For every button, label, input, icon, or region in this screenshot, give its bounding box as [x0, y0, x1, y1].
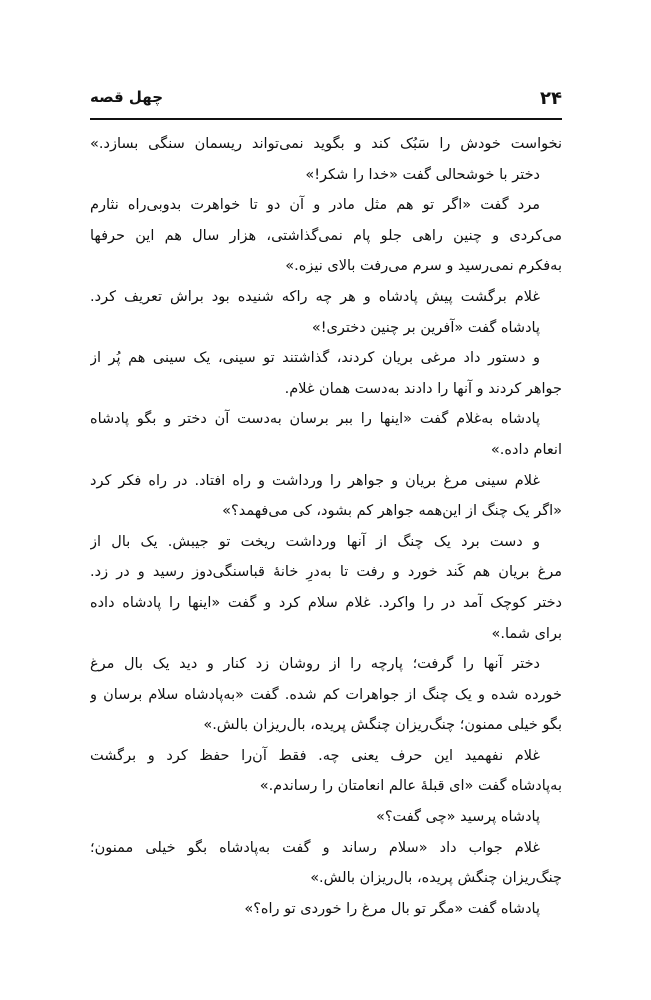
text-line: انعام داده.»: [490, 441, 562, 458]
text-line: برای شما.»: [491, 625, 562, 642]
story-text: [90, 129, 562, 924]
text-line: نخواست خودش را سَبُک کند و بگوید نمی‌تواند ریسمان سنگی بسازد.»: [90, 136, 562, 152]
text-line: غلام جواب داد «سلام رساند و گفت به‌پادشاه بگو خیلی ممنون؛: [90, 839, 540, 856]
text-line: دختر کوچک آمد در را واکرد. غلام سلام کرد و گفت «اینها را پادشاه داده: [90, 594, 562, 611]
text-line: جواهر کردند و آنها را دادند به‌دست همان غلام.: [284, 380, 562, 397]
text-line: به‌پادشاه گفت «ای قبلهٔ عالم انعامتان را رساندم.»: [259, 778, 562, 795]
text-line: مرغ بریان هم کَند خورد و رفت تا به‌درِ خانهٔ قباسنگی‌دوز رسید و در زد.: [90, 564, 562, 581]
page-number: ۲۴: [540, 88, 562, 109]
text-line: غلام برگشت پیش پادشاه و هر چه راکه شنیده بود براش تعریف کرد.: [90, 288, 540, 305]
running-title: چهل قصه: [90, 88, 164, 106]
text-line: دختر با خوشحالی گفت «خدا را شکر!»: [305, 166, 540, 183]
text-line: غلام نفهمید این حرف یعنی چه. فقط آن‌را حفظ کرد و برگشت: [90, 747, 540, 764]
text-line: خورده شده و یک چنگ از جواهرات کم شده. گفت «به‌پادشاه سلام برسان و: [90, 686, 562, 703]
text-line: بگو خیلی ممنون؛ چنگ‌ریزان چنگش پریده، بال‌ریزان بالش.»: [203, 717, 562, 734]
text-line: پادشاه گفت «آفرین بر چنین دختری!»: [311, 319, 540, 336]
header-divider: [90, 118, 562, 120]
text-line: و دستور داد مرغی بریان کردند، گذاشتند تو سینی، یک سینی هم پُر از: [90, 350, 540, 367]
text-line: پادشاه به‌غلام گفت «اینها را ببر برسان به‌دست آن دختر و بگو پادشاه: [90, 411, 540, 428]
text-line: «اگر یک چنگ از این‌همه جواهر کم بشود، کی می‌فهمد؟»: [222, 503, 562, 520]
text-line: مرد گفت «اگر تو هم مثل مادر و آن دو تا خواهرت بدوبی‌راه نثارم: [90, 197, 540, 214]
text-line: غلام سینی مرغ بریان و جواهر را ورداشت و راه افتاد. در راه فکر کرد: [90, 472, 540, 489]
text-line: دختر آنها را گرفت؛ پارچه را از روشان زد کنار و دید یک بال مرغ: [90, 656, 540, 673]
text-line: چنگ‌ریزان چنگش پریده، بال‌ریزان بالش.»: [310, 870, 562, 887]
text-line: پادشاه پرسید «چی گفت؟»: [375, 809, 540, 826]
text-line: به‌فکرم نمی‌رسید و سرم می‌رفت بالای نیزه.»: [285, 258, 562, 275]
text-line: می‌کردی و چنین راهی جلو پام نمی‌گذاشتی، هزار سال هم این حرفها: [90, 227, 562, 244]
text-line: پادشاه گفت «مگر تو بال مرغ را خوردی تو راه؟»: [244, 900, 540, 917]
text-line: و دست برد یک چنگ از آنها ورداشت ریخت تو جیبش. یک بال از: [90, 533, 540, 550]
page-header: [90, 88, 562, 112]
